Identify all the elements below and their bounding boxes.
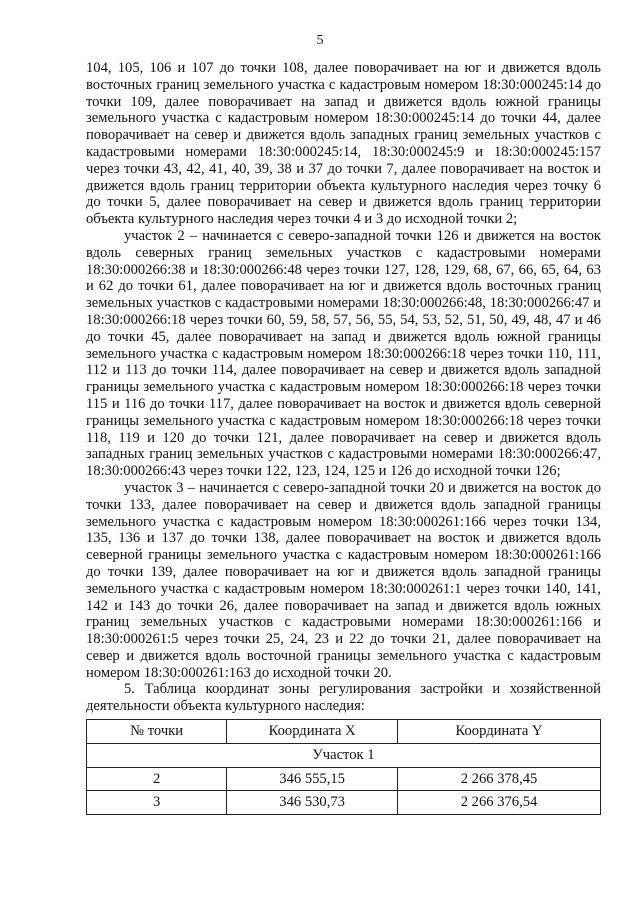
cell-coordinate-x: 346 555,15 [227,767,398,791]
table-row [87,791,601,815]
paragraph-section-3: участок 3 – начинается с северо-западной точки 20 и движется на восток до точки 133, далее поворачивает на север и движется вдоль западной границы земельного участка с кадастровым номером 18:30:000261:166 через точки 134, 135, 136 и 137 до точки 138, далее поворачивает на восток и движется вдоль северной границы земельного участка с кадастровым номером 18:30:000261:166 до точки 139, далее поворачивает на юг и движется вдоль западной границы земельного участка с кадастровым номером 18:30:000261:1 через точки 140, 141, 142 и 143 до точки 26, далее поворачивает на запад и движется вдоль южных границ земельных участков с кадастровыми номерами 18:30:000261:166 и 18:30:000261:5 через точки 25, 24, 23 и 22 до точки 21, далее поворачивает на север и движется вдоль восточной границы земельного участка с кадастровым номером 18:30:000261:163 до исходной точки 20. [86,479,601,681]
paragraph-continuation: 104, 105, 106 и 107 до точки 108, далее поворачивает на юг и движется вдоль восточных границ земельного участка с кадастровым номером 18:30:000245:14 до точки 109, далее поворачивает на запад и движется вдоль южной границы земельного участка с кадастровым номером 18:30:000245:14 до точки 44, далее поворачивает на север и движется вдоль западных границ земельных участков с кадастровыми номерами 18:30:000245:14, 18:30:000245:9 и 18:30:000245:157 через точки 43, 42, 41, 40, 39, 38 и 37 до точки 7, далее поворачивает на восток и движется вдоль границ территории объекта культурного наследия через точку 6 до точки 5, далее поворачивает на север и движется вдоль границ территории объекта культурного наследия через точки 4 и 3 до исходной точки 2; [86,60,601,228]
table-section-row [87,743,601,767]
table-row [87,767,601,791]
section-label: Участок 1 [87,743,601,767]
cell-coordinate-y: 2 266 378,45 [398,767,601,791]
page-number: 5 [316,33,324,48]
cell-point-number: 2 [87,767,227,791]
header-coordinate-y: Координата Y [398,720,601,744]
cell-coordinate-y: 2 266 376,54 [398,791,601,815]
document-body [86,60,601,815]
cell-point-number: 3 [87,791,227,815]
coordinates-table [86,719,601,815]
header-point-number: № точки [87,720,227,744]
paragraph-table-heading: 5. Таблица координат зоны регулирования застройки и хозяйственной деятельности объекта культурного наследия: [86,681,601,715]
cell-coordinate-x: 346 530,73 [227,791,398,815]
header-coordinate-x: Координата X [227,720,398,744]
paragraph-section-2: участок 2 – начинается с северо-западной точки 126 и движется на восток вдоль северных границ земельных участков с кадастровыми номерами 18:30:000266:38 и 18:30:000266:48 через точки 127, 128, 129, 68, 67, 66, 65, 64, 63 и 62 до точки 61, далее поворачивает на юг и движется вдоль восточных границ земельных участков с кадастровыми номерами 18:30:000266:48, 18:30:000266:47 и 18:30:000266:18 через точки 60, 59, 58, 57, 56, 55, 54, 53, 52, 51, 50, 49, 48, 47 и 46 до точки 45, далее поворачивает на запад и движется вдоль южной границы земельного участка с кадастровым номером 18:30:000266:18 через точки 110, 111, 112 и 113 до точки 114, далее поворачивает на север и движется вдоль западной границы земельного участка с кадастровым номером 18:30:000266:18 через точки 115 и 116 до точки 117, далее поворачивает на восток и движется вдоль северной границы земельного участка с кадастровым номером 18:30:000266:18 через точки 118, 119 и 120 до точки 121, далее поворачивает на север и движется вдоль западных границ земельных участков с кадастровыми номерами 18:30:000266:47, 18:30:000266:43 через точки 122, 123, 124, 125 и 126 до исходной точки 126; [86,227,601,480]
table-header-row [87,720,601,744]
